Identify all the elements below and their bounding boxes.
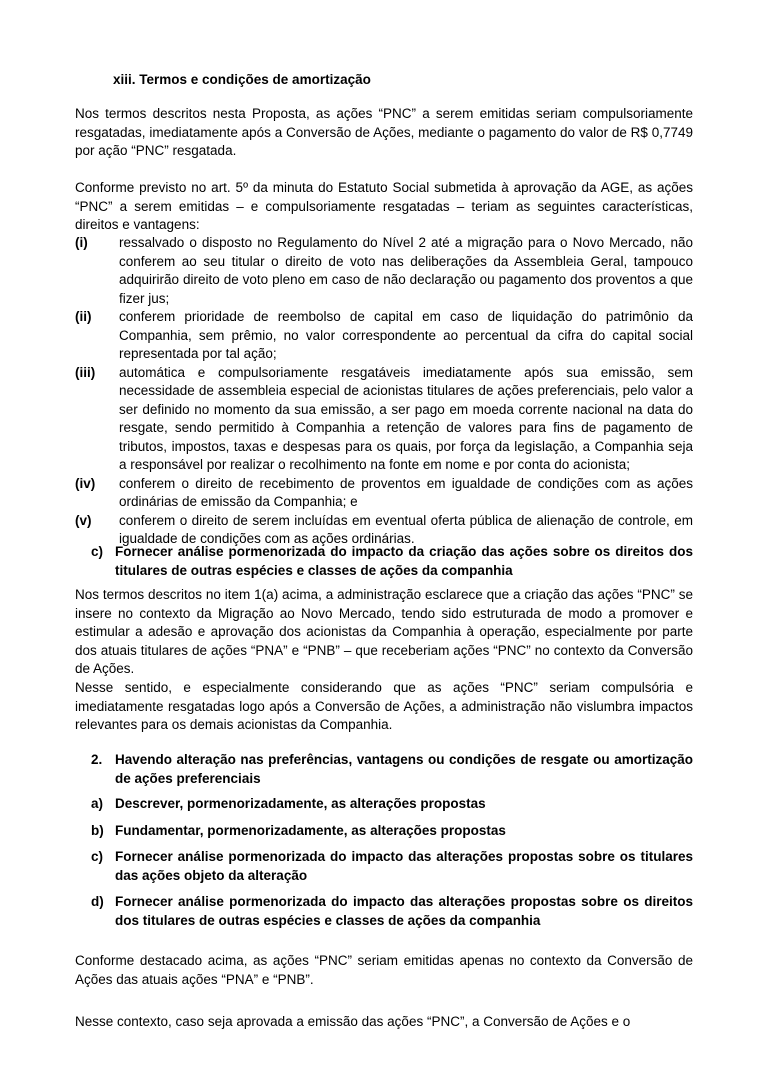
list-item-text: ressalvado o disposto no Regulamento do Nível 2 até a migração para o Novo Mercado, não conferem ao seu titular o direito de voto nas deliberações da Assembleia Geral, tampouco adquirirão direito de voto pleno em caso de não declaração ou pagamento dos proventos a que fizer jus; [119,235,693,306]
sub-heading-text: Fundamentar, pormenorizadamente, as alterações propostas [115,822,506,838]
section-heading-xiii: xiii. Termos e condições de amortização [113,72,371,87]
section-heading-2 [75,751,693,788]
sub-heading-text: Descrever, pormenorizadamente, as alterações propostas [115,796,486,811]
list-item [75,475,693,512]
sub-heading [75,848,693,885]
rights-list [75,234,693,549]
list-item-marker: (i) [75,235,88,250]
sub-heading-marker: c) [91,849,104,864]
paragraph-resgate: Nos termos descritos nesta Proposta, as ações “PNC” a serem emitidas seriam compulsoriamente resgatadas, imediatamente após a Conversão de Ações, mediante o pagamento do valor de R$ 0,7749 por ação “PNC” resgatada. [75,106,693,158]
sub-heading [75,893,693,930]
sub-heading [75,795,693,814]
list-item [75,308,693,364]
paragraph-conforme-destacado: Conforme destacado acima, as ações “PNC” seriam emitidas apenas no contexto da Conversão de Ações das atuais ações “PNA” e “PNB”. [75,953,693,987]
paragraph-item-1a: Nos termos descritos no item 1(a) acima, a administração esclarece que a criação das ações “PNC” se insere no contexto da Migração ao Novo Mercado, tendo sido estruturada de modo a promover e estimular a adesão e aprovação dos acionistas da Companhia à operação, especialmente por parte dos atuais titulares de ações “PNA” e “PNB” – que receberiam ações “PNC” no contexto da Conversão de Ações. [75,587,693,676]
list-item-marker: (v) [75,512,92,528]
list-item-marker: (iv) [75,475,96,491]
list-item [75,234,693,308]
list-item [75,364,693,475]
paragraph-nesse-sentido: Nesse sentido, e especialmente considerando que as ações “PNC” seriam compulsória e imediatamente resgatadas logo após a Conversão de Ações, a administração não vislumbra impactos relevantes para os demais acionistas da Companhia. [75,680,693,732]
heading-marker: c) [91,544,104,559]
heading-text: Havendo alteração nas preferências, vantagens ou condições de resgate ou amortização de ações preferenciais [115,752,693,786]
list-item-marker: (ii) [75,309,92,324]
sub-headings-list [75,795,693,930]
heading-marker: 2. [91,752,103,767]
list-item-text: automática e compulsoriamente resgatáveis imediatamente após sua emissão, sem necessidade de assembleia especial de acionistas titulares de ações preferenciais, pelo valor a ser definido no momento da sua emissão, a ser pago em moeda corrente nacional na data do resgate, sendo permitido à Companhia a retenção de valores para fins de pagamento de tributos, impostos, taxas e despesas para os quais, por força da legislação, a Companhia seja a responsável por realizar o recolhimento na fonte em nome e por conta do acionista; [119,364,693,472]
sub-heading-marker: b) [91,822,104,838]
sub-heading-marker: d) [91,894,104,909]
list-item-marker: (iii) [75,364,96,380]
section-heading-c-criacao [75,543,693,580]
list-item-text: conferem o direito de serem incluídas em eventual oferta pública de alienação de controle, em igualdade de condições com as ações ordinárias. [119,512,693,546]
heading-text: Fornecer análise pormenorizada do impacto da criação das ações sobre os direitos dos titulares de outras espécies e classes de ações da companhia [115,544,693,578]
sub-heading-text: Fornecer análise pormenorizada do impacto das alterações propostas sobre os direitos dos titulares de outras espécies e classes de ações da companhia [115,894,693,928]
list-item-text: conferem o direito de recebimento de proventos em igualdade de condições com as ações ordinárias de emissão da Companhia; e [119,475,693,509]
paragraph-conforme-previsto: Conforme previsto no art. 5º da minuta do Estatuto Social submetida à aprovação da AGE, as ações “PNC” a serem emitidas – e compulsoriamente resgatadas – teriam as seguintes características, direitos e vantagens: [75,180,693,232]
sub-heading-marker: a) [91,796,104,811]
sub-heading [75,822,693,841]
sub-heading-text: Fornecer análise pormenorizada do impacto das alterações propostas sobre os titulares das ações objeto da alteração [115,849,693,883]
paragraph-nesse-contexto: Nesse contexto, caso seja aprovada a emissão das ações “PNC”, a Conversão de Ações e o [75,1014,631,1029]
list-item-text: conferem prioridade de reembolso de capital em caso de liquidação do patrimônio da Companhia, sem prêmio, no valor correspondente ao percentual da cifra do capital social representada por tal ação; [119,309,693,361]
